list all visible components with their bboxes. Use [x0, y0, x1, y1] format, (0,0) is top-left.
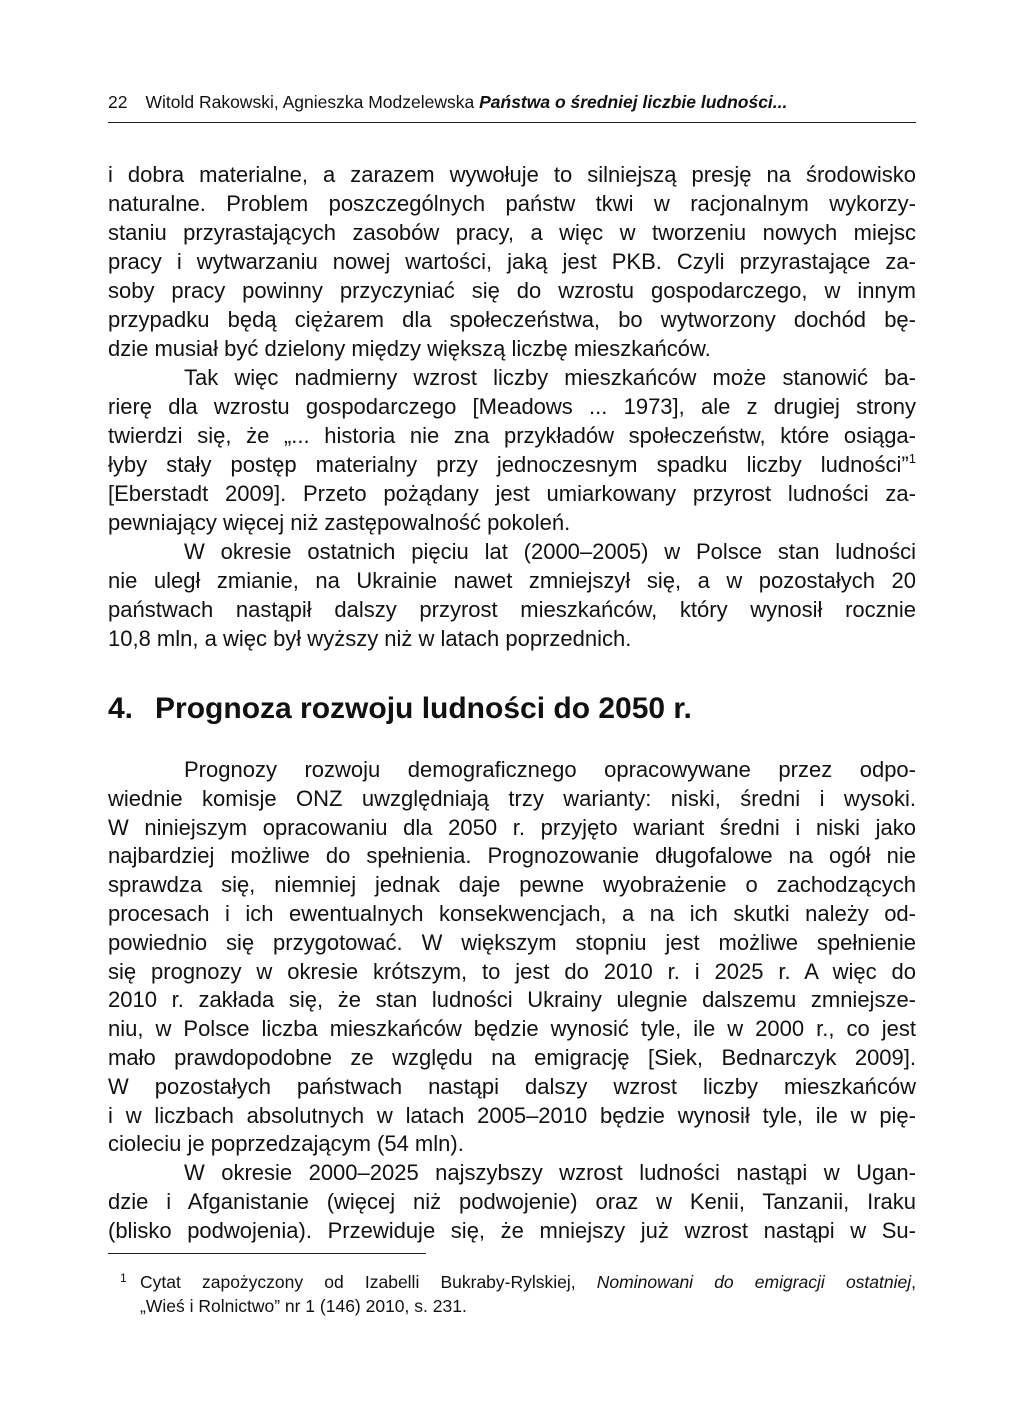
paragraph-5 [108, 1159, 916, 1245]
text-line: [Eberstadt 2009]. Przeto pożądany jest umiarkowany przyrost ludności za- [108, 481, 916, 506]
text-line: staniu przyrastających zasobów pracy, a więc w tworzeniu nowych miejsc [108, 220, 916, 245]
text-line: procesach i ich ewentualnych konsekwencjach, a na ich skutki należy od- [108, 900, 916, 926]
section-heading [108, 690, 916, 728]
text-line: W okresie 2000–2025 najszybszy wzrost ludności nastąpi w Ugan- [184, 1160, 916, 1186]
text-line: W niniejszym opracowaniu dla 2050 r. przyjęto wariant średni i niski jako [108, 814, 916, 840]
header-rule [108, 122, 916, 123]
text-line: nie uległ zmianie, na Ukrainie nawet zmniejszył się, a w pozostałych 20 [108, 568, 916, 593]
section-number: 4. [108, 692, 134, 725]
text-line: się prognozy w okresie krótszym, to jest do 2010 r. i 2025 r. A więc do [108, 958, 916, 984]
body-text-bottom [108, 756, 916, 1246]
text-line: Tak więc nadmierny wzrost liczby mieszkańców może stanowić ba- [184, 365, 916, 390]
footnote-number: 1 [120, 1271, 127, 1285]
header-title: Państwa o średniej liczbie ludności... [479, 92, 788, 112]
text-line: naturalne. Problem poszczególnych państw tkwi w racjonalnym wykorzy- [108, 191, 916, 216]
text-line [108, 450, 916, 479]
paragraph-3 [108, 537, 916, 653]
text-line-quote-end: łyby stały postęp materialny przy jednoczesnym spadku liczby ludności” [108, 452, 909, 477]
footnote-reference: 1 [908, 451, 916, 466]
text-line: powiednio się przygotować. W większym stopniu jest możliwe spełnienie [108, 929, 916, 955]
footnote-book-title: Nominowani do emigracji ostatniej [596, 1272, 912, 1292]
text-line: sprawdza się, niemniej jednak daje pewne wyobrażenie o zachodzących [108, 872, 916, 898]
text-line: W okresie ostatnich pięciu lat (2000–2005) w Polsce stan ludności [184, 539, 916, 564]
running-header [108, 90, 916, 114]
section-title: Prognoza rozwoju ludności do 2050 r. [155, 692, 692, 725]
text-line: niu, w Polsce liczba mieszkańców będzie wynosić tyle, ile w 2000 r., co jest [108, 1016, 916, 1042]
footnote-separator [108, 1253, 426, 1254]
text-line: i w liczbach absolutnych w latach 2005–2010 będzie wynosił tyle, ile w pię- [108, 1102, 916, 1128]
text-line: wiednie komisje ONZ uwzględniają trzy warianty: niski, średni i wysoki. [108, 785, 916, 811]
text-line: W pozostałych państwach nastąpi dalszy wzrost liczby mieszkańców [108, 1073, 916, 1099]
text-line: Prognozy rozwoju demograficznego opracowywane przez odpo- [184, 757, 916, 782]
text-line: (blisko podwojenia). Przewiduje się, że mniejszy już wzrost nastąpi w Su- [108, 1217, 916, 1243]
text-line: mało prawdopodobne ze względu na emigrację [Siek, Bednarczyk 2009]. [108, 1044, 916, 1070]
page-number: 22 [108, 92, 128, 112]
text-line: przypadku będą ciężarem dla społeczeństwa, bo wytworzony dochód bę- [108, 307, 916, 332]
text-line: dzie i Afganistanie (więcej niż podwojenie) oraz w Kenii, Tanzanii, Iraku [108, 1188, 916, 1214]
body-text-top [108, 160, 916, 653]
text-line: pewniający więcej niż zastępowalność pokoleń. [108, 510, 571, 535]
text-line: pracy i wytwarzaniu nowej wartości, jaką jest PKB. Czyli przyrastające za- [108, 249, 916, 274]
text-line: twierdzi się, że „... historia nie zna przykładów społeczeństw, które osiąga- [108, 423, 916, 448]
text-line: państwach nastąpił dalszy przyrost mieszkańców, który wynosił rocznie [108, 597, 916, 622]
footnote-line [108, 1270, 916, 1294]
header-authors: Witold Rakowski, Agnieszka Modzelewska [145, 92, 475, 112]
footnote-comma: , [911, 1272, 917, 1292]
footnote-text: Cytat zapożyczony od Izabelli Bukraby-Rylskiej, [140, 1272, 597, 1292]
text-line: soby pracy powinny przyczyniać się do wzrostu gospodarczego, w innym [108, 278, 916, 303]
paragraph-1 [108, 160, 916, 363]
text-line: i dobra materialne, a zarazem wywołuje to silniejszą presję na środowisko [108, 162, 916, 187]
text-line: rierę dla wzrostu gospodarczego [Meadows ... 1973], ale z drugiej strony [108, 394, 916, 419]
paragraph-2 [108, 363, 916, 537]
text-line: 10,8 mln, a więc był wyższy niż w latach poprzednich. [108, 626, 632, 651]
text-line: cioleciu je poprzedzającym (54 mln). [108, 1131, 464, 1157]
footnote [108, 1270, 916, 1318]
text-line: 2010 r. zakłada się, że stan ludności Ukrainy ulegnie dalszemu zmniejsze- [108, 987, 916, 1013]
text-line: najbardziej możliwe do spełnienia. Prognozowanie długofalowe na ogół nie [108, 843, 916, 869]
footnote-line: „Wieś i Rolnictwo” nr 1 (146) 2010, s. 231. [140, 1296, 467, 1316]
paragraph-4 [108, 756, 916, 1159]
text-line: dzie musiał być dzielony między większą liczbę mieszkańców. [108, 336, 711, 361]
